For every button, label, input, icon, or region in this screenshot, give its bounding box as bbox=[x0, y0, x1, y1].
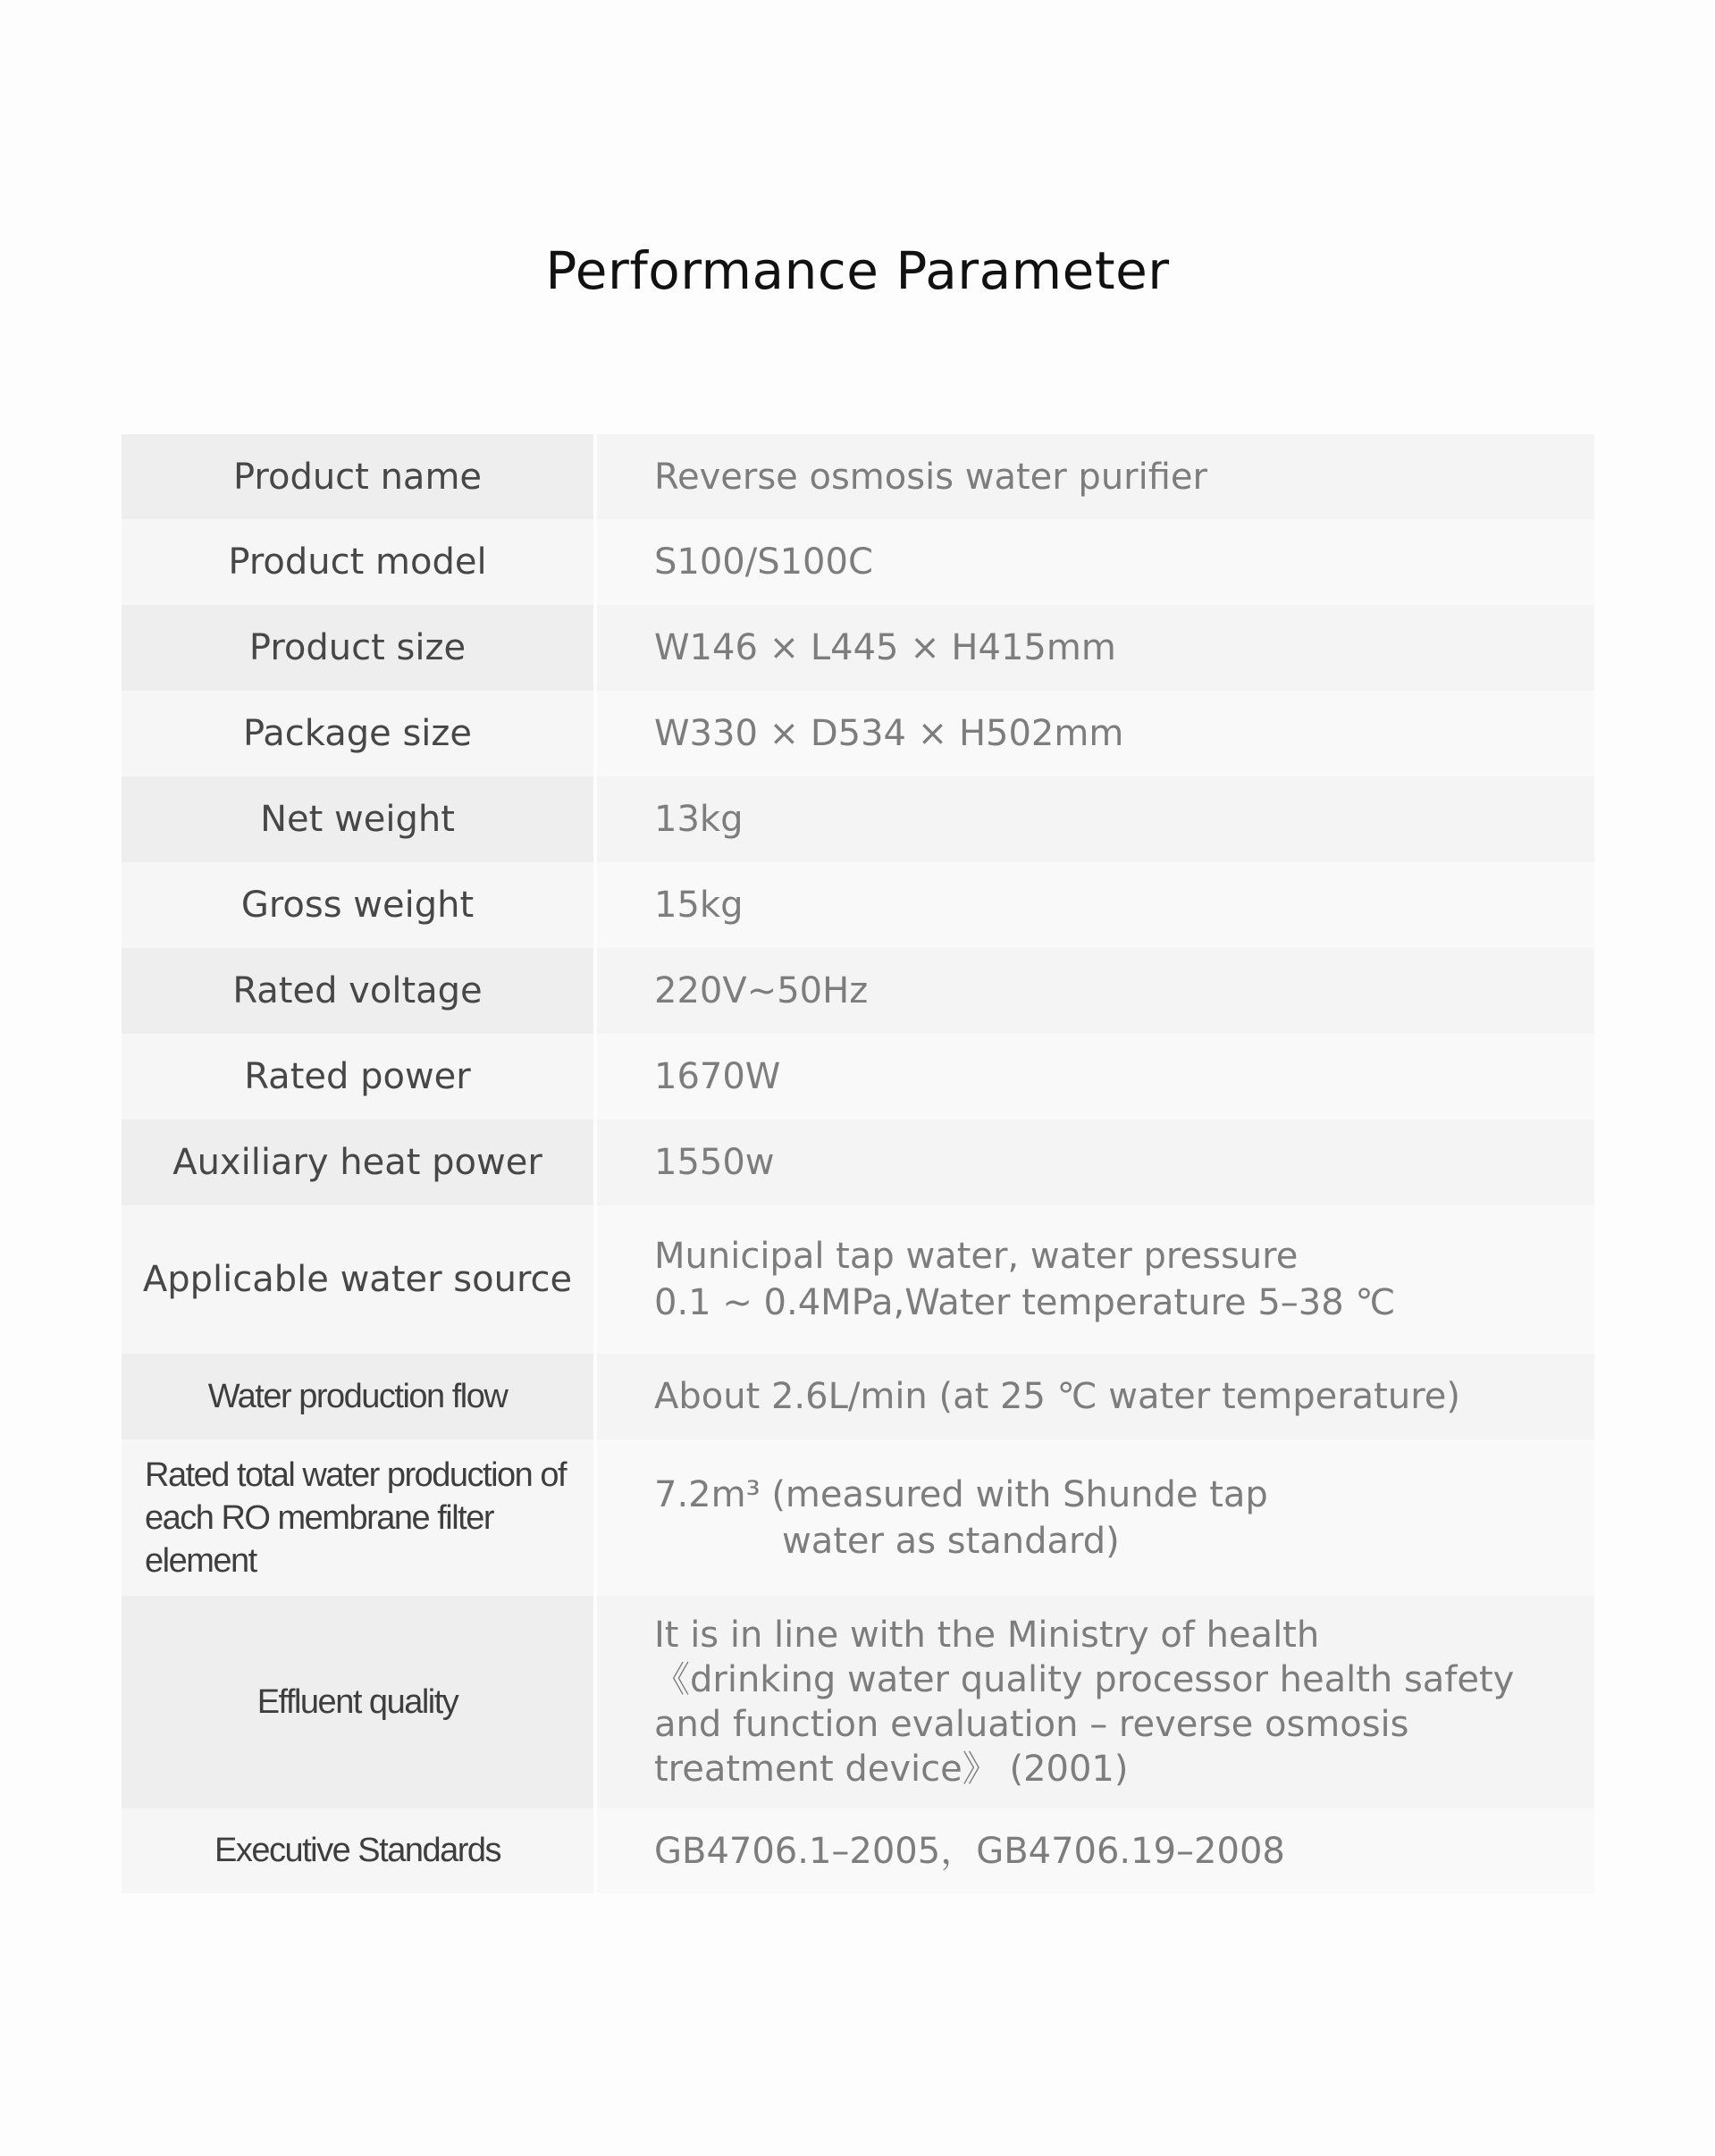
row-value: 1550w bbox=[597, 1120, 1594, 1205]
table-row bbox=[122, 1354, 1594, 1439]
value-line: and function evaluation – reverse osmosis bbox=[654, 1704, 1409, 1745]
table-row bbox=[122, 691, 1594, 776]
row-value bbox=[597, 1596, 1594, 1808]
row-label: Rated total water production of each RO membrane filter element bbox=[122, 1439, 593, 1596]
value-line: 《drinking water quality processor health safety bbox=[654, 1659, 1515, 1700]
row-value bbox=[597, 1205, 1594, 1354]
row-value: W330 × D534 × H502mm bbox=[597, 691, 1594, 776]
row-label: Rated voltage bbox=[122, 948, 593, 1034]
row-label: Auxiliary heat power bbox=[122, 1120, 593, 1205]
row-value: W146 × L445 × H415mm bbox=[597, 605, 1594, 691]
table-row bbox=[122, 605, 1594, 691]
parameter-table bbox=[122, 434, 1594, 1893]
row-label: Effluent quality bbox=[122, 1596, 593, 1808]
row-value: GB4706.1–2005，GB4706.19–2008 bbox=[597, 1808, 1594, 1893]
table-row bbox=[122, 1034, 1594, 1120]
table-row bbox=[122, 434, 1594, 519]
row-value: 1670W bbox=[597, 1034, 1594, 1120]
row-value: S100/S100C bbox=[597, 519, 1594, 605]
row-value: 15kg bbox=[597, 862, 1594, 948]
table-row bbox=[122, 1808, 1594, 1893]
table-row bbox=[122, 1120, 1594, 1205]
row-value: Reverse osmosis water purifier bbox=[597, 434, 1594, 519]
value-line: Municipal tap water, water pressure bbox=[654, 1236, 1299, 1277]
value-line: 0.1 ~ 0.4MPa,Water temperature 5–38 ℃ bbox=[654, 1282, 1396, 1323]
row-label: Executive Standards bbox=[122, 1808, 593, 1893]
table-row bbox=[122, 1205, 1594, 1354]
table-row bbox=[122, 776, 1594, 862]
table-row bbox=[122, 862, 1594, 948]
table-row bbox=[122, 1439, 1594, 1596]
value-line: 7.2m³ (measured with Shunde tap bbox=[654, 1473, 1268, 1515]
row-label: Water production flow bbox=[122, 1354, 593, 1439]
value-line: water as standard) bbox=[782, 1520, 1120, 1562]
row-label: Product size bbox=[122, 605, 593, 691]
row-label: Product model bbox=[122, 519, 593, 605]
table-row bbox=[122, 1596, 1594, 1808]
table-row bbox=[122, 948, 1594, 1034]
row-label: Applicable water source bbox=[122, 1205, 593, 1354]
row-value: About 2.6L/min (at 25 ℃ water temperature) bbox=[597, 1354, 1594, 1439]
row-label: Net weight bbox=[122, 776, 593, 862]
row-label: Rated power bbox=[122, 1034, 593, 1120]
row-label: Package size bbox=[122, 691, 593, 776]
row-value bbox=[597, 1439, 1594, 1596]
value-line: treatment device》 (2001) bbox=[654, 1749, 1129, 1790]
row-value: 220V~50Hz bbox=[597, 948, 1594, 1034]
value-line: It is in line with the Ministry of health bbox=[654, 1615, 1320, 1656]
row-value: 13kg bbox=[597, 776, 1594, 862]
page-title: Performance Parameter bbox=[545, 240, 1170, 301]
row-label: Gross weight bbox=[122, 862, 593, 948]
row-label: Product name bbox=[122, 434, 593, 519]
table-row bbox=[122, 519, 1594, 605]
